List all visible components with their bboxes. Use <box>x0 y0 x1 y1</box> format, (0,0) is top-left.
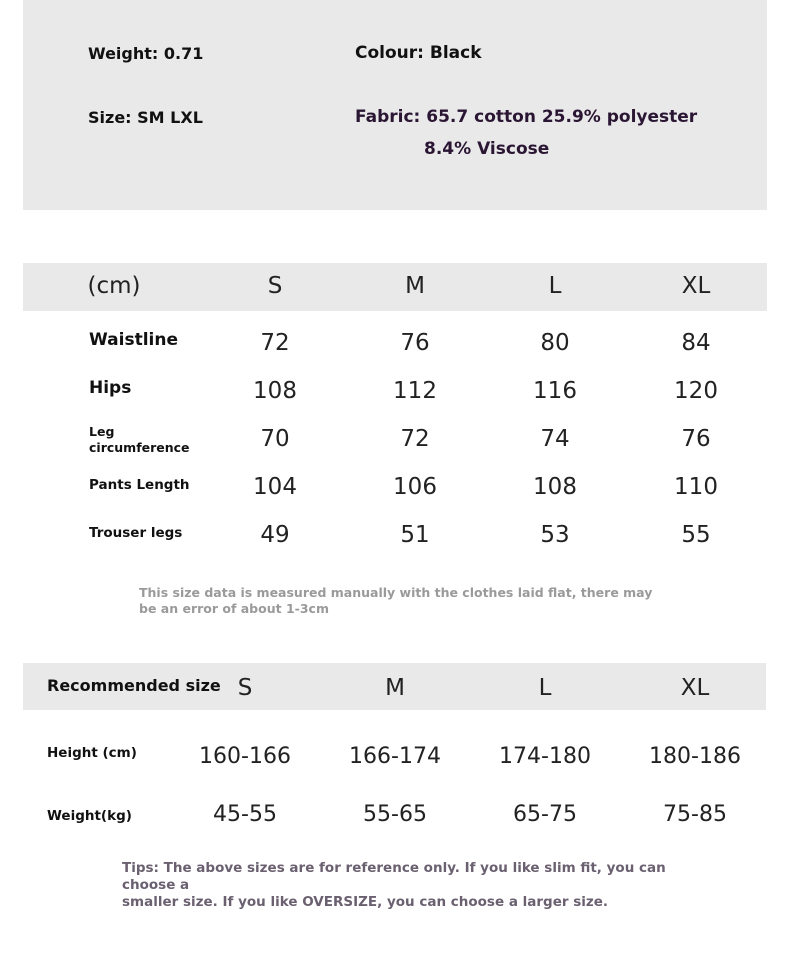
table-cell: 84 <box>681 330 711 356</box>
recommend-header-xl: XL <box>680 675 710 701</box>
table-cell: 72 <box>260 330 290 356</box>
size-header-m: M <box>405 273 425 299</box>
table-cell: 51 <box>400 522 430 548</box>
table-cell: 70 <box>260 426 290 452</box>
table-cell: 108 <box>533 474 577 500</box>
tips-line: Tips: The above sizes are for reference only. If you like slim fit, you can choose a <box>122 860 666 893</box>
table-cell: 53 <box>540 522 570 548</box>
fabric-info-line1: Fabric: 65.7 cotton 25.9% polyester <box>355 107 698 127</box>
table-cell: 116 <box>533 378 577 404</box>
table-cell: 55-65 <box>363 802 427 827</box>
size-header-xl: XL <box>681 273 711 299</box>
recommend-header-s: S <box>237 675 253 701</box>
table-cell: 112 <box>393 378 437 404</box>
row-label-leg-circumference <box>89 424 190 456</box>
table-cell: 110 <box>674 474 718 500</box>
row-label-weight: Weight(kg) <box>47 808 132 824</box>
table-cell: 174-180 <box>499 744 591 769</box>
row-label-trouser-legs: Trouser legs <box>89 525 183 541</box>
table-cell: 55 <box>681 522 711 548</box>
tips-note <box>122 860 702 911</box>
table-cell: 76 <box>400 330 430 356</box>
table-cell: 108 <box>253 378 297 404</box>
table-cell: 180-186 <box>649 744 741 769</box>
table-cell: 104 <box>253 474 297 500</box>
size-info: Size: SM LXL <box>88 108 203 127</box>
tips-line: smaller size. If you like OVERSIZE, you can choose a larger size. <box>122 894 609 910</box>
row-label-height: Height (cm) <box>47 745 137 761</box>
size-header-s: S <box>267 273 283 299</box>
colour-info: Colour: Black <box>355 43 482 63</box>
table-cell: 80 <box>540 330 570 356</box>
row-label-waistline: Waistline <box>89 330 178 350</box>
row-label-pants-length: Pants Length <box>89 477 190 493</box>
table-cell: 65-75 <box>513 802 577 827</box>
table-cell: 166-174 <box>349 744 441 769</box>
table-cell: 160-166 <box>199 744 291 769</box>
size-header-unit: (cm) <box>87 273 141 299</box>
table-cell: 120 <box>674 378 718 404</box>
table-cell: 74 <box>540 426 570 452</box>
row-label-line: circumference <box>89 440 190 455</box>
recommend-header-l: L <box>538 675 552 701</box>
recommend-header-m: M <box>385 675 405 701</box>
size-header-l: L <box>548 273 562 299</box>
table-cell: 72 <box>400 426 430 452</box>
fabric-info-line2: 8.4% Viscose <box>424 139 550 159</box>
table-cell: 76 <box>681 426 711 452</box>
table-cell: 106 <box>393 474 437 500</box>
table-cell: 49 <box>260 522 290 548</box>
row-label-line: Leg <box>89 424 115 439</box>
product-info-panel <box>23 0 767 210</box>
recommend-header-label: Recommended size <box>47 676 221 695</box>
row-label-hips: Hips <box>89 378 132 398</box>
table-cell: 45-55 <box>213 802 277 827</box>
table-cell: 75-85 <box>663 802 727 827</box>
measurement-note: This size data is measured manually with the clothes laid flat, there may be an error of about 1-3cm <box>139 585 653 616</box>
weight-info: Weight: 0.71 <box>88 44 204 63</box>
